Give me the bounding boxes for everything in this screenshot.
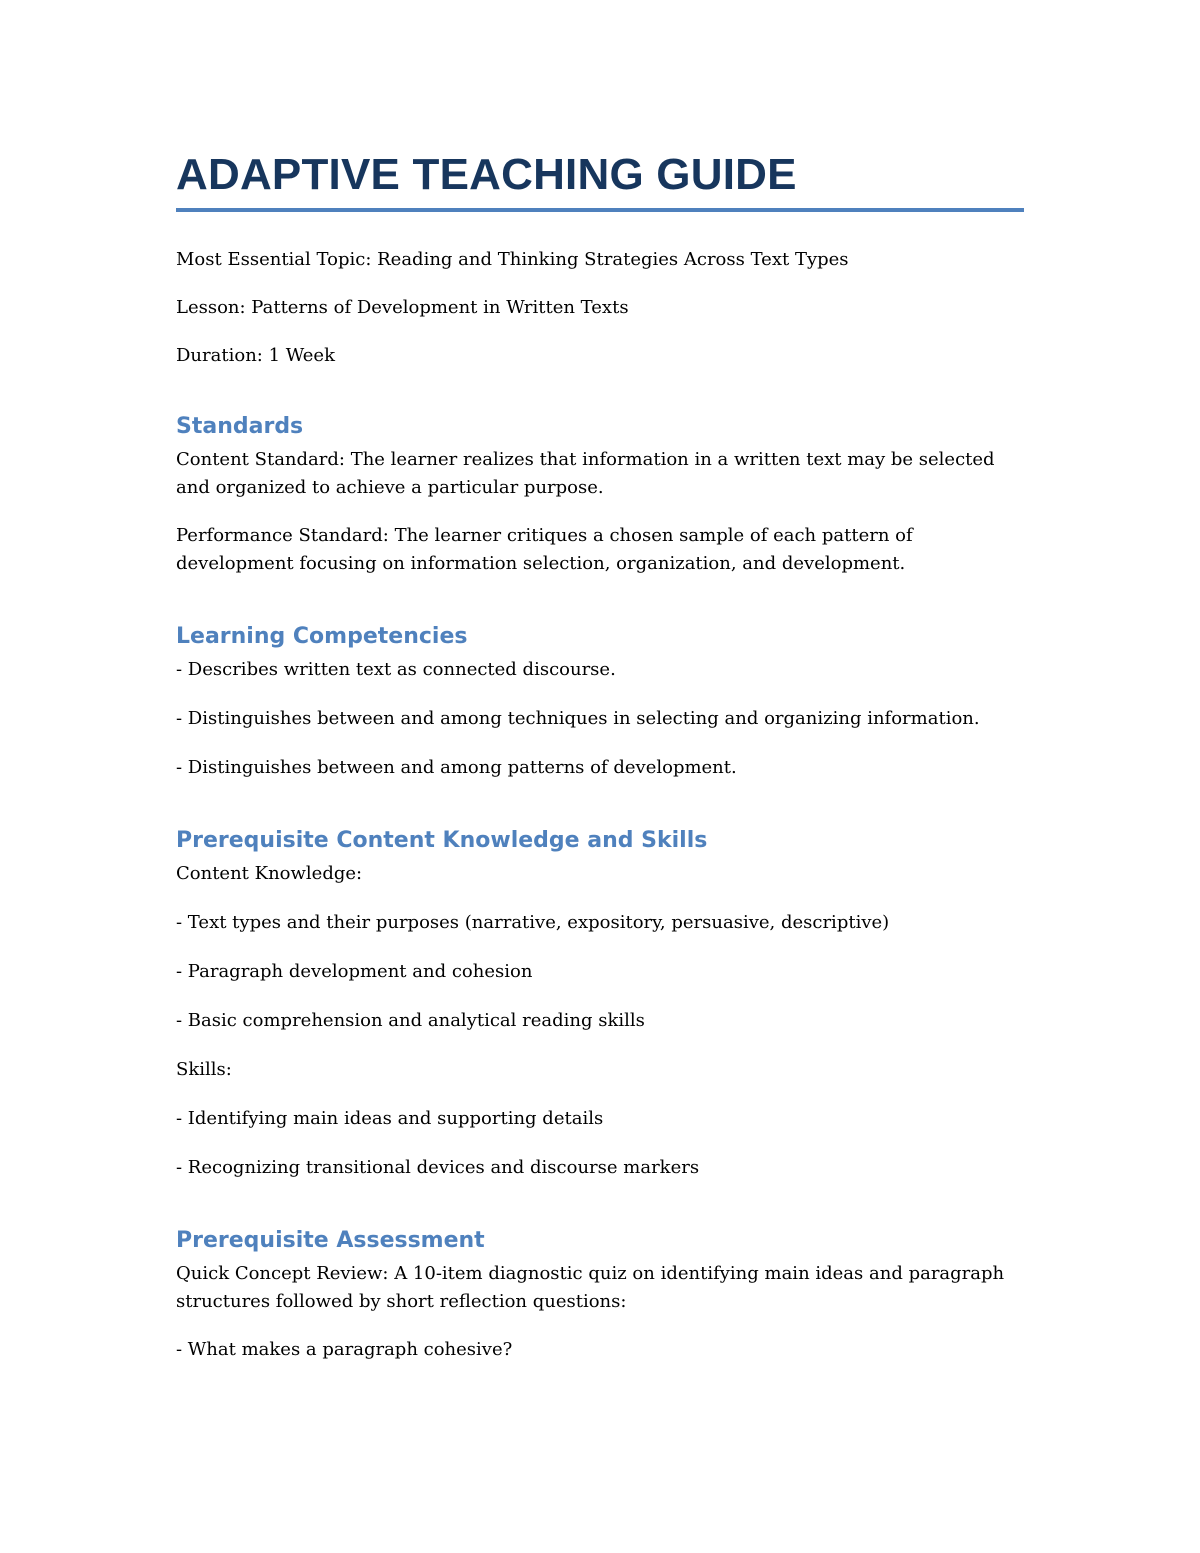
skills-label: Skills:: [176, 1059, 232, 1080]
lesson-line: Lesson: Patterns of Development in Written Texts: [176, 297, 629, 318]
prerequisite-assessment-heading: Prerequisite Assessment: [176, 1228, 485, 1253]
assessment-question: - What makes a paragraph cohesive?: [176, 1339, 513, 1360]
knowledge-item: - Text types and their purposes (narrative, expository, persuasive, descriptive): [176, 912, 890, 933]
document-title: ADAPTIVE TEACHING GUIDE: [176, 150, 797, 199]
duration-line: Duration: 1 Week: [176, 345, 335, 366]
competency-item: - Distinguishes between and among patterns of development.: [176, 757, 737, 778]
prerequisite-knowledge-section: [176, 826, 1026, 1182]
topic-line: Most Essential Topic: Reading and Thinking Strategies Across Text Types: [176, 249, 849, 270]
performance-standard: Performance Standard: The learner critiques a chosen sample of each pattern of development focusing on information selection, organization, and development.: [176, 525, 913, 574]
competencies-section: [176, 622, 1026, 782]
prerequisite-assessment-section: [176, 1226, 1026, 1364]
competencies-heading: Learning Competencies: [176, 624, 468, 649]
skill-item: - Identifying main ideas and supporting details: [176, 1108, 604, 1129]
competency-item: - Describes written text as connected discourse.: [176, 659, 616, 680]
skill-item: - Recognizing transitional devices and discourse markers: [176, 1157, 700, 1178]
standards-section: [176, 412, 1026, 578]
content-standard: Content Standard: The learner realizes that information in a written text may be selected and organized to achieve a particular purpose.: [176, 449, 995, 498]
document-body: [176, 148, 1026, 1385]
content-knowledge-label: Content Knowledge:: [176, 863, 363, 884]
title-underline-rule: [176, 208, 1024, 212]
knowledge-item: - Basic comprehension and analytical reading skills: [176, 1010, 645, 1031]
standards-heading: Standards: [176, 414, 304, 439]
prerequisite-knowledge-heading: Prerequisite Content Knowledge and Skills: [176, 828, 708, 853]
assessment-description: Quick Concept Review: A 10-item diagnostic quiz on identifying main ideas and paragraph structures followed by short reflection questions:: [176, 1263, 1005, 1312]
knowledge-item: - Paragraph development and cohesion: [176, 961, 533, 982]
competency-item: - Distinguishes between and among techniques in selecting and organizing information.: [176, 708, 980, 729]
